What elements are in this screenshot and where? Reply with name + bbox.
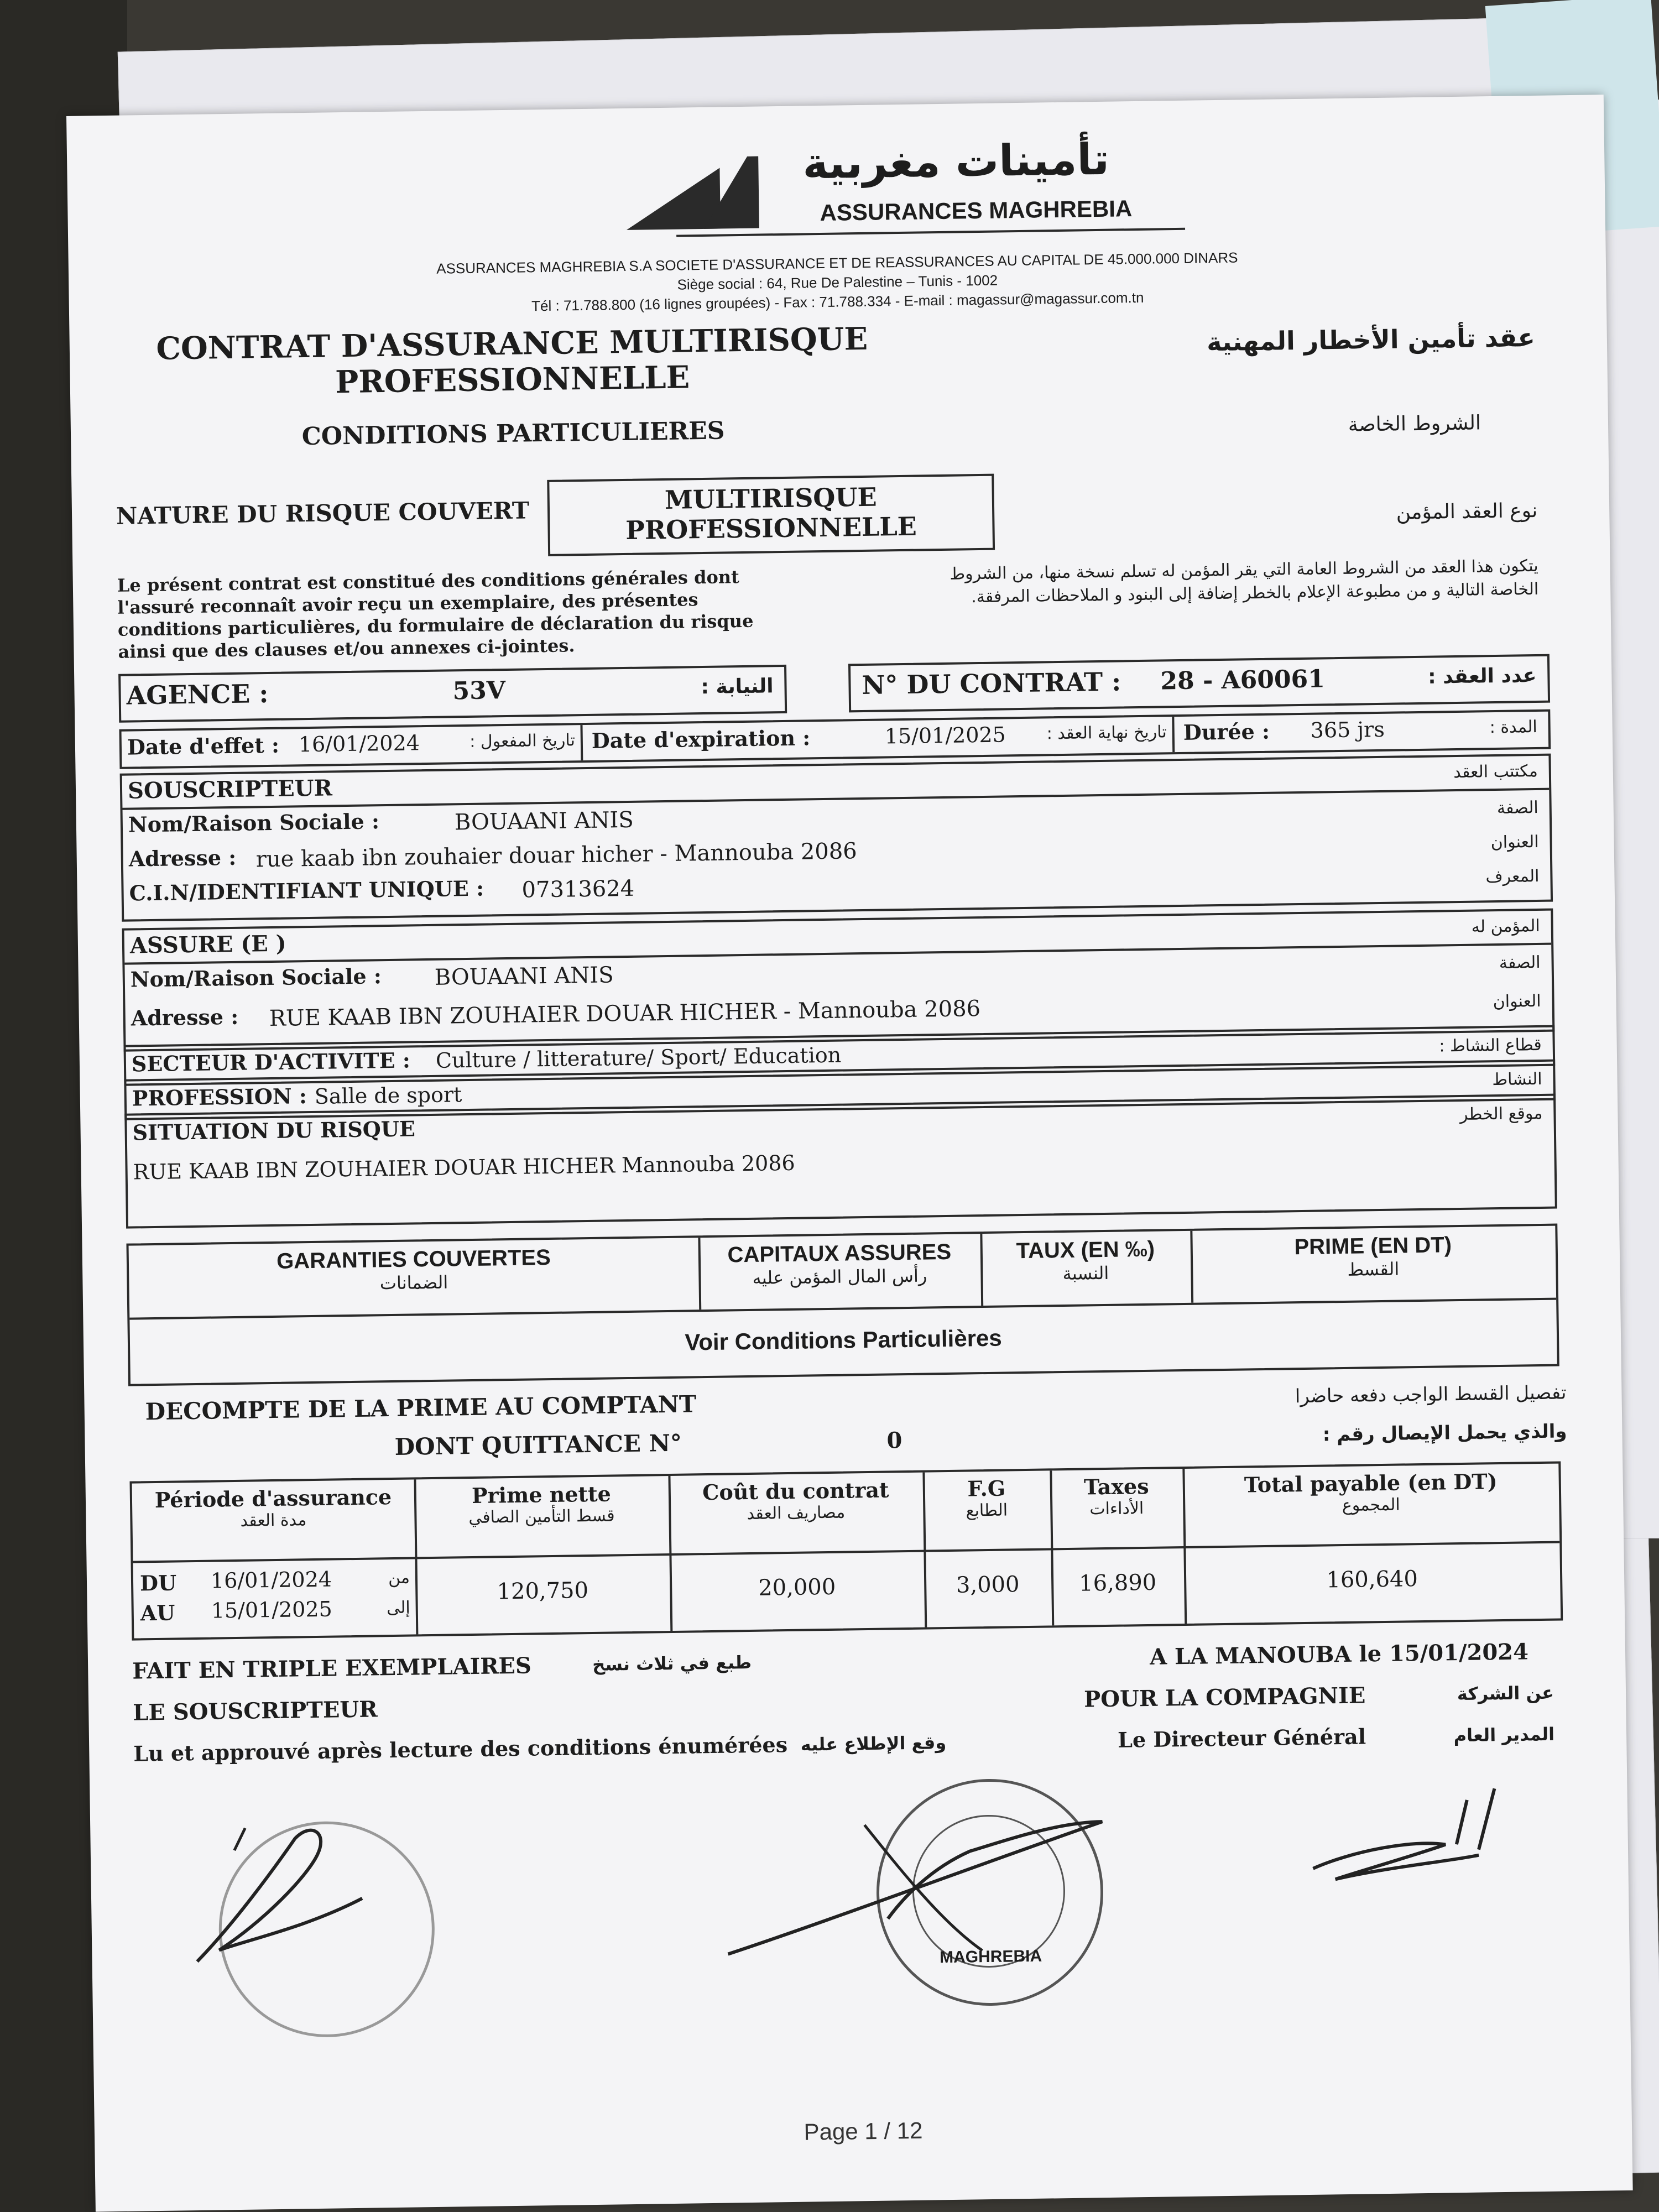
- secteur-label: SECTEUR D'ACTIVITE :: [131, 1047, 411, 1077]
- lu-approuve: Lu et approuvé après lecture des conditions énumérées: [133, 1732, 788, 1766]
- decompte-head-taxes-fr: Taxes: [1083, 1473, 1149, 1500]
- situation-label: SITUATION DU RISQUE: [132, 1116, 416, 1145]
- au-ar: إلى: [386, 1598, 410, 1618]
- logo-text-fr: ASSURANCES MAGHREBIA: [820, 195, 1133, 226]
- souscripteur-cin-ar: المعرف: [1485, 866, 1540, 887]
- decompte-head-fg: [923, 1475, 1051, 1521]
- stamp-text: MAGHREBIA: [939, 1947, 1042, 1967]
- fait-triple: FAIT EN TRIPLE EXEMPLAIRES: [132, 1652, 532, 1684]
- effet-label-ar: تاريخ المفعول :: [469, 731, 576, 752]
- decompte-head-total-fr: Total payable (en DT): [1244, 1469, 1498, 1498]
- decompte-head-prime-ar: قسط التأمين الصافي: [468, 1506, 615, 1528]
- garanties-col-1-fr: GARANTIES COUVERTES: [276, 1245, 551, 1274]
- decompte-head-cout: [669, 1477, 924, 1525]
- souscripteur-signature-icon: [184, 1815, 374, 1984]
- quittance-ar: والذي يحمل الإيصال رقم :: [1322, 1420, 1567, 1446]
- quittance-label: DONT QUITTANCE N°: [394, 1429, 682, 1460]
- directeur-signature-icon: [1301, 1777, 1524, 1902]
- decompte-header-rule: [133, 1541, 1559, 1563]
- du-ar: من: [388, 1568, 410, 1588]
- nature-value-box: [547, 474, 995, 556]
- souscripteur-section: [120, 754, 1553, 922]
- effet-value: 16/01/2024: [298, 731, 420, 757]
- lu-approuve-ar: وقع الإطلاع عليه: [800, 1732, 947, 1755]
- decompte-head-prime: [414, 1480, 669, 1528]
- decompte-head-total-ar: المجموع: [1342, 1495, 1401, 1516]
- subtitle: CONDITIONS PARTICULIERES: [301, 416, 725, 451]
- au-value: 15/01/2025: [211, 1597, 333, 1623]
- duree-label-ar: المدة :: [1489, 717, 1537, 738]
- cout-contrat-value: 20,000: [758, 1574, 836, 1601]
- assure-header-ar: المؤمن له: [1471, 916, 1540, 937]
- title-line2: PROFESSIONNELLE: [335, 359, 690, 401]
- duree-value: 365 jrs: [1310, 717, 1385, 743]
- pour-la-compagnie-ar: عن الشركة: [1457, 1682, 1554, 1705]
- souscripteur-header-rule: [122, 788, 1549, 810]
- garanties-body: Voir Conditions Particulières: [685, 1324, 1003, 1355]
- assure-adresse-ar: العنوان: [1493, 991, 1541, 1012]
- le-souscripteur: LE SOUSCRIPTEUR: [132, 1696, 378, 1726]
- decompte-head-prime-fr: Prime nette: [471, 1481, 612, 1509]
- company-legal-line: ASSURANCES MAGHREBIA S.A SOCIETE D'ASSURANCE ET DE REASSURANCES AU CAPITAL DE 45.000.000 DINARS: [436, 249, 1238, 277]
- garanties-col-2: [698, 1239, 981, 1289]
- nature-label-ar: نوع العقد المؤمن: [1396, 499, 1538, 524]
- decompte-title-ar: تفصيل القسط الواجب دفعه حاضرا: [1295, 1381, 1567, 1408]
- directeur-general: Le Directeur Général: [1117, 1724, 1366, 1752]
- secteur-value: Culture / litterature/ Sport/ Education: [435, 1042, 842, 1073]
- assure-nom-value: BOUAANI ANIS: [434, 962, 614, 990]
- decompte-head-periode-fr: Période d'assurance: [154, 1484, 392, 1513]
- garanties-header-rule: [129, 1298, 1556, 1320]
- lieu-date: A LA MANOUBA le 15/01/2024: [1149, 1639, 1529, 1670]
- situation-section: [124, 1094, 1557, 1229]
- dates-divider-2: [1172, 717, 1175, 752]
- garanties-col-4-ar: القسط: [1347, 1258, 1400, 1280]
- logo-text-ar: تأمينات مغربية: [802, 134, 1110, 189]
- du-value: 16/01/2024: [210, 1567, 332, 1593]
- au-label: AU: [140, 1600, 175, 1626]
- garanties-col-3-ar: النسبة: [1062, 1262, 1109, 1285]
- decompte-head-total: [1182, 1468, 1559, 1517]
- decompte-head-periode-ar: مدة العقد: [240, 1510, 307, 1531]
- agence-label: AGENCE :: [126, 679, 269, 711]
- profession-value: Salle de sport: [314, 1082, 462, 1109]
- du-label: DU: [139, 1570, 177, 1596]
- souscripteur-nom-label: Nom/Raison Sociale :: [128, 808, 380, 837]
- garanties-col-2-ar: رأس المال المؤمن عليه: [752, 1265, 927, 1288]
- nature-value-line2: PROFESSIONNELLE: [625, 511, 917, 545]
- contrat-label: N° DU CONTRAT :: [862, 666, 1121, 701]
- expiration-value: 15/01/2025: [884, 722, 1006, 749]
- souscripteur-nom-ar: الصفة: [1496, 797, 1538, 818]
- intro-ar: يتكون هذا العقد من الشروط العامة التي يقر المؤمن له تسلم نسخة منها، من الشروط الخاصة التالية و من مطبوعة الإعلام بالخطر إضافة إلى البنود و الملاحظات المرفقة.: [950, 556, 1539, 607]
- souscripteur-adresse-label: Adresse :: [128, 844, 237, 872]
- contrat-box: [848, 654, 1550, 713]
- garanties-table: [126, 1224, 1559, 1386]
- assure-header: ASSURE (E ): [129, 930, 286, 959]
- decompte-head-cout-ar: مصاريف العقد: [747, 1503, 846, 1524]
- decompte-head-fg-ar: الطابع: [966, 1500, 1008, 1521]
- subtitle-ar: الشروط الخاصة: [1348, 411, 1481, 436]
- page-number: Page 1 / 12: [804, 2117, 923, 2145]
- fait-triple-ar: طبع في ثلاث نسخ: [592, 1651, 752, 1675]
- garanties-col-3: [980, 1237, 1191, 1285]
- assure-nom-label: Nom/Raison Sociale :: [130, 963, 382, 992]
- agence-value: 53V: [452, 676, 506, 706]
- decompte-head-taxes: [1050, 1473, 1183, 1519]
- garanties-col-3-fr: TAUX (EN ‰): [1016, 1237, 1155, 1264]
- garanties-col-4: [1190, 1232, 1556, 1282]
- souscripteur-nom-value: BOUAANI ANIS: [454, 807, 634, 836]
- total-value: 160,640: [1326, 1566, 1418, 1593]
- contract-page: [66, 95, 1633, 2211]
- situation-ar: موقع الخطر: [1459, 1103, 1543, 1124]
- company-signature-icon: [721, 1805, 1121, 1976]
- expiration-label-ar: تاريخ نهاية العقد :: [1046, 722, 1167, 744]
- company-address-line: Siège social : 64, Rue De Palestine – Tunis - 1002: [677, 272, 998, 293]
- decompte-head-taxes-ar: الأداءات: [1089, 1499, 1144, 1519]
- decompte-head-cout-fr: Coût du contrat: [702, 1477, 889, 1505]
- souscripteur-header-ar: مكتتب العقد: [1453, 761, 1538, 782]
- assure-adresse-value: RUE KAAB IBN ZOUHAIER DOUAR HICHER - Mannouba 2086: [269, 996, 981, 1032]
- souscripteur-header: SOUSCRIPTEUR: [127, 775, 333, 804]
- souscripteur-adresse-value: rue kaab ibn zouhaier douar hicher - Mannouba 2086: [255, 838, 857, 873]
- assure-adresse-label: Adresse :: [131, 1004, 239, 1031]
- pour-la-compagnie: POUR LA COMPAGNIE: [1083, 1682, 1366, 1713]
- decompte-table: [129, 1462, 1563, 1641]
- expiration-label: Date d'expiration :: [591, 725, 811, 753]
- agence-box: [118, 665, 787, 723]
- decompte-title: DECOMPTE DE LA PRIME AU COMPTANT: [145, 1390, 697, 1426]
- fg-value: 3,000: [956, 1572, 1020, 1598]
- contrat-label-ar: عدد العقد :: [1427, 664, 1537, 688]
- title-ar: عقد تأمين الأخطار المهنية: [1206, 322, 1536, 357]
- effet-label: Date d'effet :: [127, 732, 280, 760]
- logo-mark-icon: [620, 145, 787, 241]
- garanties-col-1-ar: الضمانات: [379, 1271, 448, 1294]
- directeur-general-ar: المدير العام: [1453, 1723, 1555, 1746]
- prime-nette-value: 120,750: [497, 1578, 589, 1605]
- company-contact-line: Tél : 71.788.800 (16 lignes groupées) - Fax : 71.788.334 - E-mail : magassur@magassur.com.tn: [531, 289, 1144, 315]
- contrat-value: 28 - A60061: [1160, 665, 1326, 696]
- title-line1: CONTRAT D'ASSURANCE MULTIRISQUE: [155, 320, 868, 367]
- nature-label: NATURE DU RISQUE COUVERT: [116, 497, 530, 530]
- intro-fr: Le présent contrat est constitué des conditions générales dont l'assuré reconnaît avoir reçu un exemplaire, des présentes conditions particulières, du formulaire de déclaration du risque ainsi que des clauses et/ou annexes ci-jointes.: [117, 566, 754, 662]
- company-logo: [620, 133, 1230, 247]
- assure-header-rule: [124, 943, 1551, 965]
- profession-ar: النشاط: [1492, 1069, 1542, 1090]
- agence-label-ar: النيابة :: [701, 675, 774, 699]
- assure-nom-ar: الصفة: [1499, 952, 1541, 973]
- nature-value-line1: MULTIRISQUE: [664, 482, 877, 515]
- taxes-value: 16,890: [1078, 1569, 1157, 1597]
- secteur-ar: قطاع النشاط :: [1439, 1035, 1542, 1056]
- situation-value: RUE KAAB IBN ZOUHAIER DOUAR HICHER Mannouba 2086: [133, 1150, 795, 1185]
- decompte-head-periode: [132, 1484, 415, 1532]
- quittance-value: 0: [886, 1427, 902, 1454]
- decompte-head-fg-fr: F.G: [967, 1475, 1006, 1501]
- profession-label: PROFESSION :: [132, 1083, 307, 1111]
- dates-divider-1: [580, 725, 583, 760]
- souscripteur-adresse-ar: العنوان: [1490, 832, 1539, 853]
- garanties-col-2-fr: CAPITAUX ASSURES: [727, 1239, 952, 1267]
- duree-label: Durée :: [1183, 718, 1270, 745]
- souscripteur-cin-value: 07313624: [521, 875, 635, 903]
- garanties-col-1: [129, 1243, 699, 1297]
- garanties-col-4-fr: PRIME (EN DT): [1294, 1233, 1452, 1260]
- souscripteur-cin-label: C.I.N/IDENTIFIANT UNIQUE :: [129, 875, 484, 906]
